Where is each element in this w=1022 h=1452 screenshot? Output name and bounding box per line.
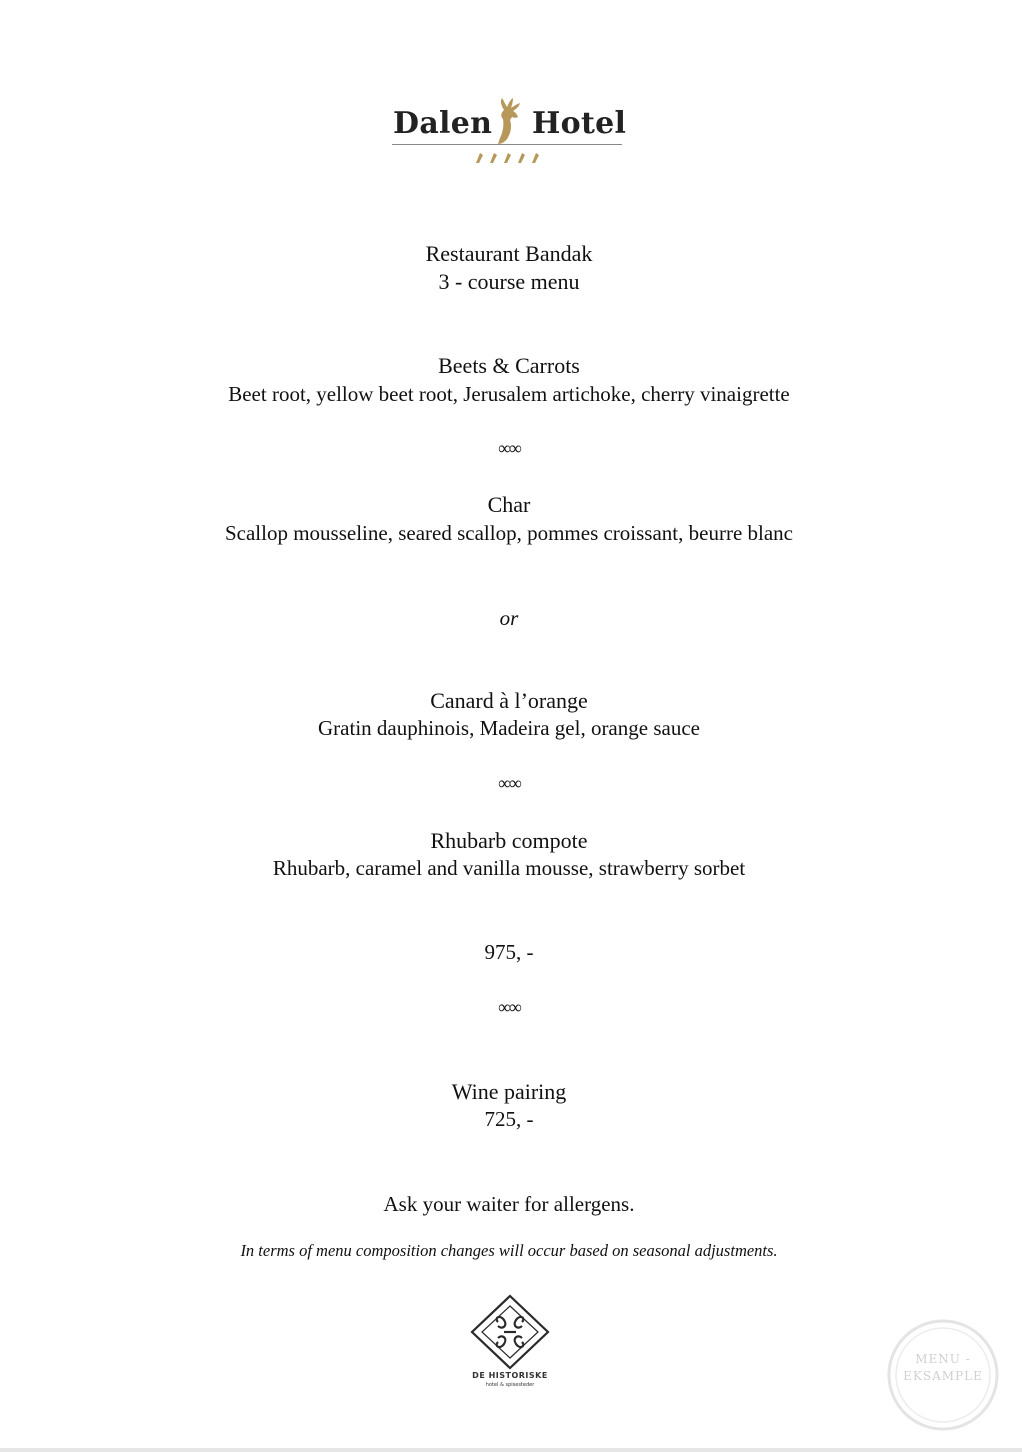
page-bottom-edge — [0, 1448, 1022, 1452]
alternative-or: or — [499, 606, 519, 630]
course-1-description: Beet root, yellow beet root, Jerusalem artichoke, cherry vinaigrette — [228, 382, 790, 406]
allergens-note: Ask your waiter for allergens. — [383, 1192, 635, 1216]
course-1-title: Beets & Carrots — [438, 353, 580, 378]
stamp-line-1: MENU - — [915, 1352, 971, 1366]
logo-rule — [392, 144, 622, 145]
menu-price: 975, - — [484, 940, 534, 964]
wine-pairing-price: 725, - — [484, 1107, 534, 1131]
logo-word-hotel: Hotel — [532, 106, 627, 141]
course-3-title: Canard à l’orange — [430, 688, 588, 713]
separator-3: ∞∞ — [498, 997, 520, 1017]
course-4-description: Rhubarb, caramel and vanilla mousse, strawberry sorbet — [272, 856, 746, 880]
wine-pairing-title: Wine pairing — [451, 1079, 567, 1104]
emblem-tagline: hotel & spisesteder — [485, 1382, 535, 1388]
restaurant-name: Restaurant Bandak — [425, 241, 593, 266]
menu-subtitle: 3 - course menu — [438, 269, 580, 294]
course-3-description: Gratin dauphinois, Madeira gel, orange sauce — [318, 716, 700, 740]
course-4-title: Rhubarb compote — [430, 828, 588, 853]
separator-2: ∞∞ — [498, 773, 520, 793]
stamp-line-2: EKSAMPLE — [903, 1369, 983, 1383]
course-2-description: Scallop mousseline, seared scallop, pommes croissant, beurre blanc — [224, 521, 793, 545]
logo-word-dalen: Dalen — [393, 106, 493, 141]
seasonal-disclaimer: In terms of menu composition changes will occur based on seasonal adjustments. — [240, 1241, 778, 1260]
deer-logo-icon — [490, 96, 532, 146]
separator-1: ∞∞ — [498, 438, 520, 458]
course-2-title: Char — [487, 492, 531, 517]
hotel-logo — [392, 96, 627, 170]
laurel-stars-icon — [470, 149, 550, 165]
emblem-name: DE HISTORISKE — [472, 1371, 548, 1380]
